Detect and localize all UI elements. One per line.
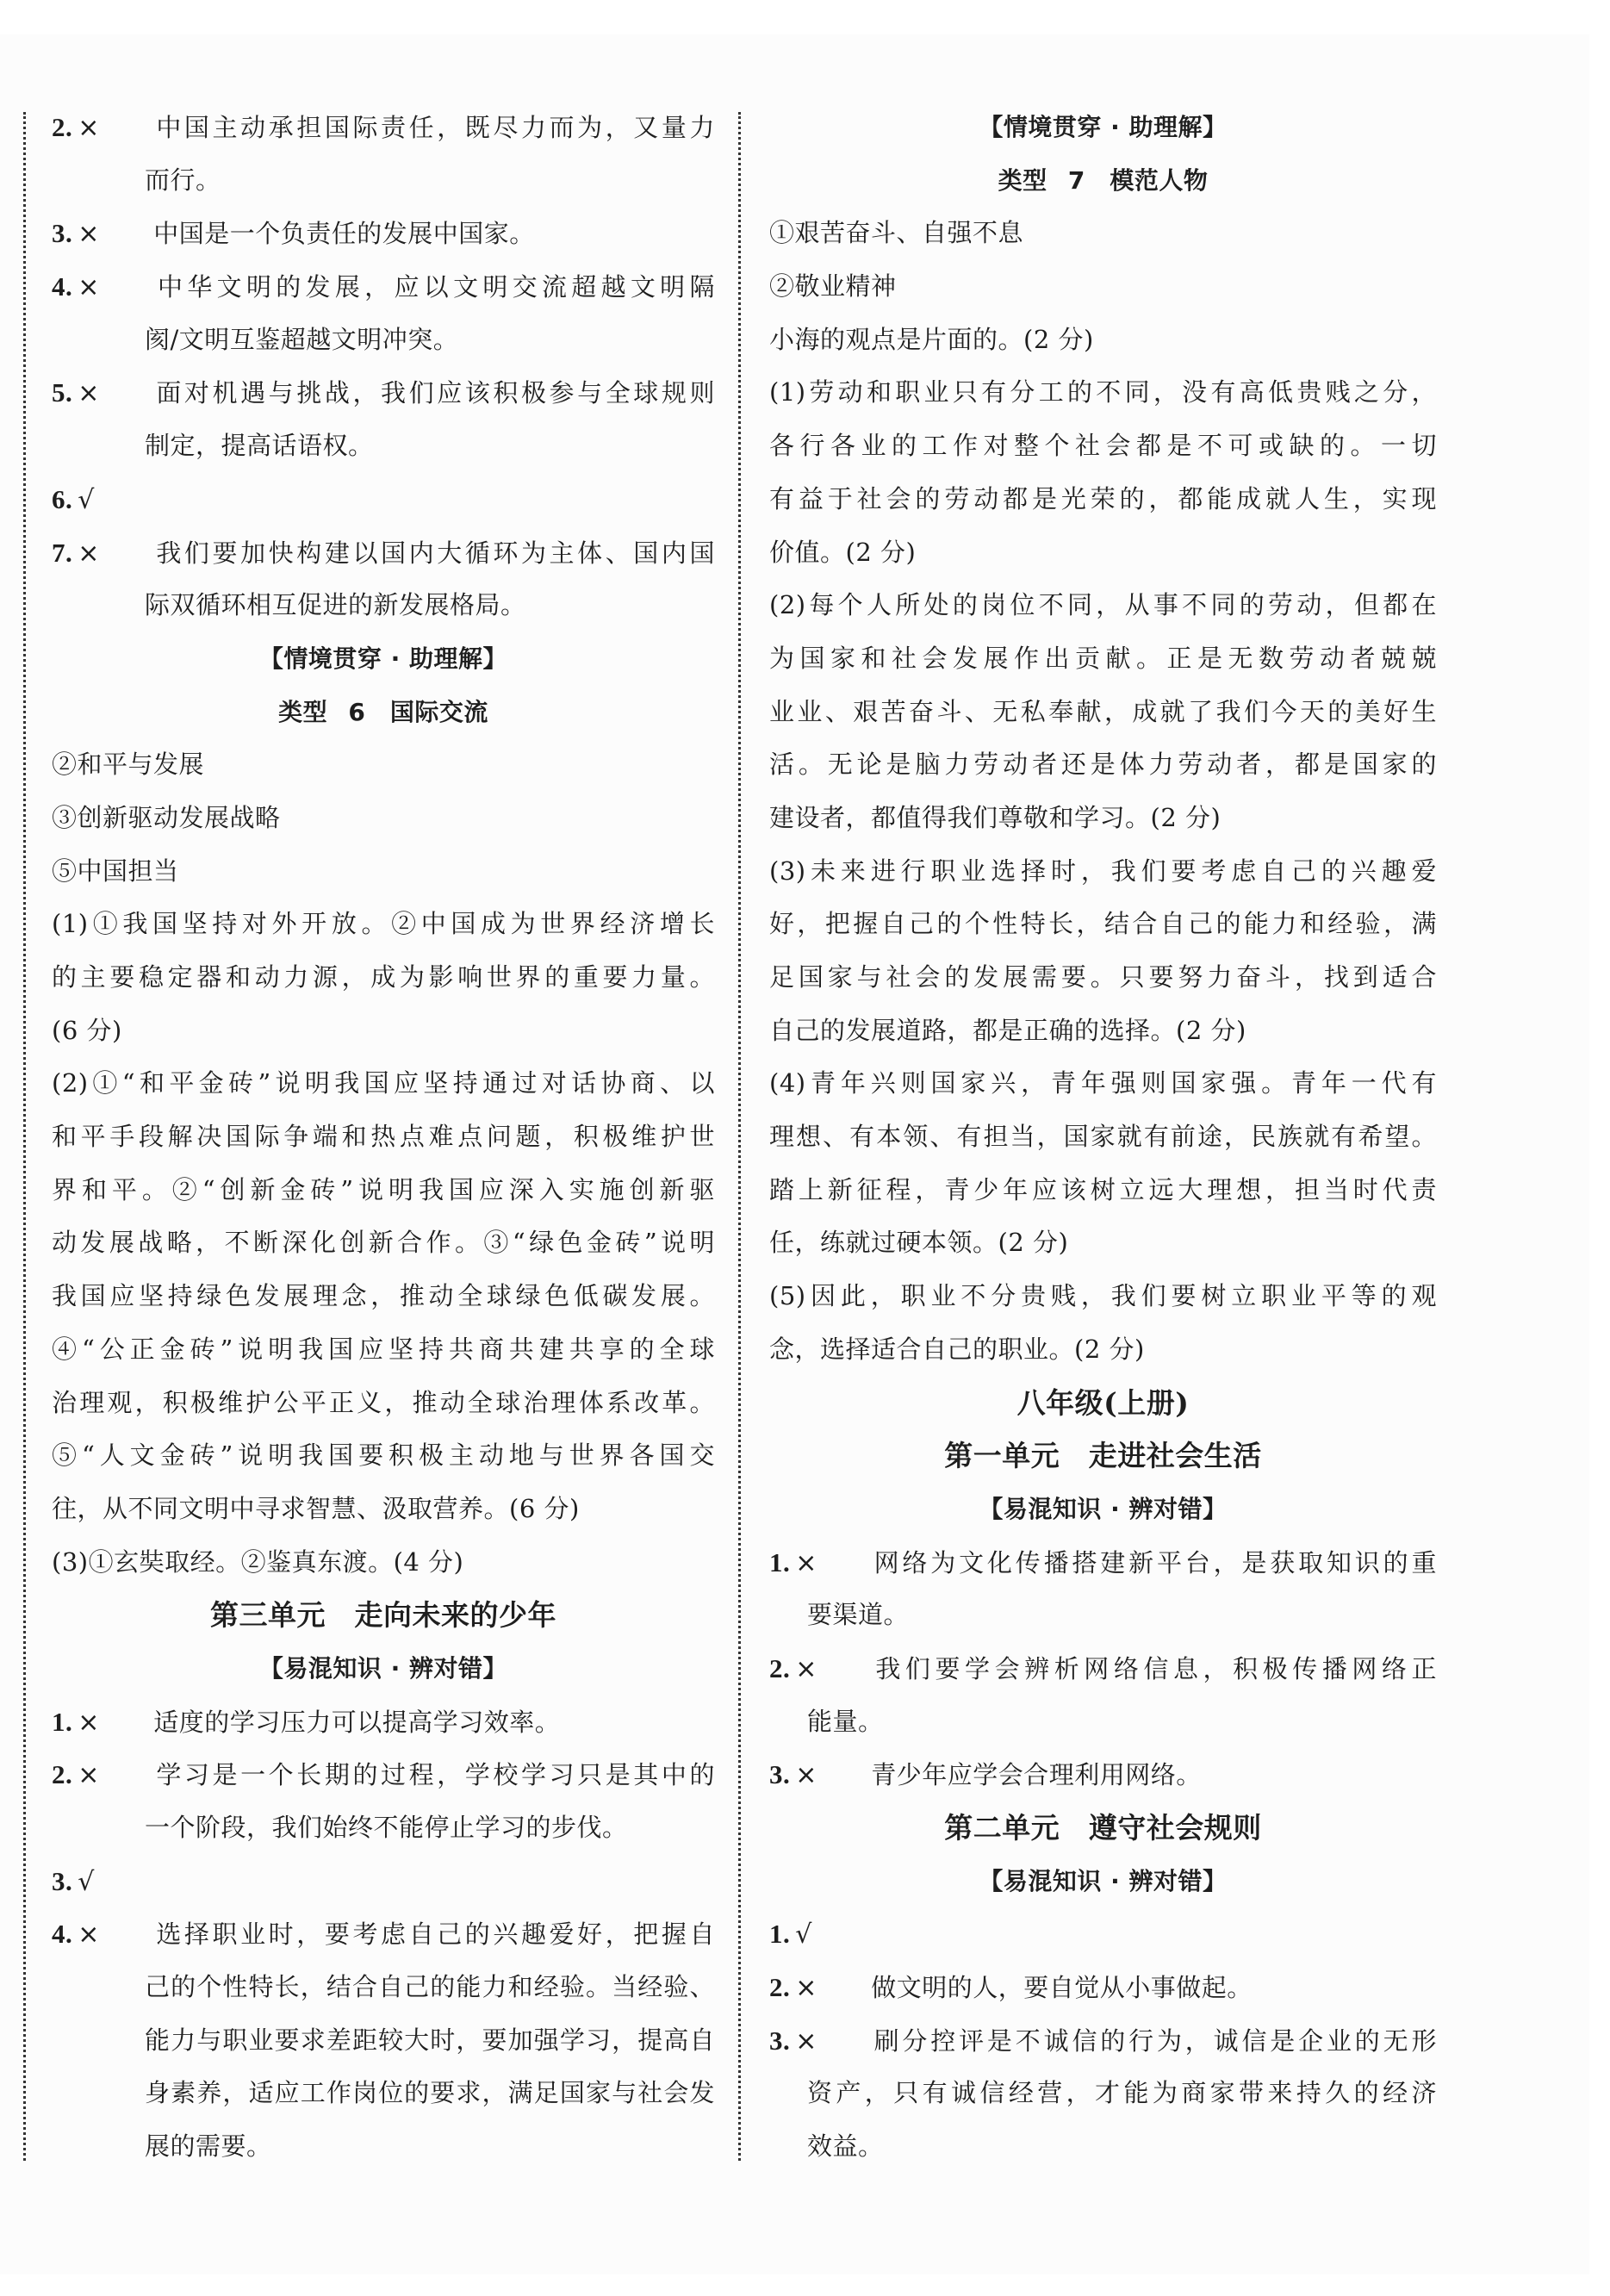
item-number: 1. (769, 1546, 791, 1577)
item-text-continued: 己的个性特长，结合自己的能力和经验。当经验、 (145, 1972, 715, 2002)
list-item (52, 473, 715, 526)
left-column (52, 101, 715, 2174)
answer-line: (5)因此，职业不分贵贱，我们要树立职业平等的观 (769, 1281, 1437, 1311)
answer-line: 为国家和社会发展作出贡献。正是无数劳动者兢兢 (769, 643, 1437, 673)
answer-line: 建设者，都值得我们尊敬和学习。(2 分) (769, 802, 1221, 832)
item-text-continued: 效益。 (807, 2131, 884, 2162)
answer-line: 往，从不同文明中寻求智慧、汲取营养。(6 分) (52, 1493, 580, 1523)
list-item (52, 101, 715, 154)
list-item (769, 1536, 1437, 1590)
cross-mark-icon: × (78, 378, 100, 409)
column-divider-dotted-rule (738, 112, 741, 2161)
item-number: 2. (769, 1972, 791, 2003)
cross-mark-icon: × (795, 2025, 817, 2056)
check-mark-icon: √ (78, 1866, 95, 1897)
section-header-situation: 【情境贯穿 · 助理解】 (979, 113, 1228, 141)
list-item (769, 1961, 1437, 2014)
answer-line: 小海的观点是片面的。(2 分) (769, 324, 1094, 354)
item-text-continued: 阂/文明互鉴超越文明冲突。 (145, 324, 459, 354)
list-item (52, 207, 715, 260)
answer-line: (6 分) (52, 1015, 122, 1045)
keyword-answer: ①艰苦奋斗、自强不息 (769, 218, 1024, 248)
section-header-situation: 【情境贯穿 · 助理解】 (258, 644, 508, 673)
item-number: 6. (52, 483, 73, 514)
answer-line: ⑤“人文金砖”说明我国要积极主动地与世界各国交 (52, 1440, 715, 1471)
answer-line: 足国家与社会的发展需要。只要努力奋斗，找到适合 (769, 962, 1437, 992)
answer-line: (4)青年兴则国家兴，青年强则国家强。青年一代有 (769, 1068, 1437, 1098)
item-text-continued: 而行。 (145, 165, 221, 195)
item-number: 1. (52, 1706, 73, 1737)
item-number: 1. (769, 1919, 791, 1950)
item-text: 中华文明的发展，应以文明交流超越文明隔 (153, 272, 715, 302)
item-number: 3. (769, 1759, 791, 1790)
item-text: 青少年应学会合理利用网络。 (871, 1760, 1202, 1790)
item-text-continued: 能量。 (807, 1706, 884, 1736)
item-text: 网络为文化传播搭建新平台，是获取知识的重 (871, 1547, 1437, 1577)
answer-line: 好，把握自己的个性特长，结合自己的能力和经验，满 (769, 909, 1437, 939)
check-mark-icon: √ (795, 1920, 812, 1951)
answer-line: 价值。(2 分) (769, 537, 917, 567)
item-number: 3. (52, 1865, 73, 1896)
item-text: 中国是一个负责任的发展中国家。 (153, 219, 535, 249)
cross-mark-icon: × (78, 1707, 100, 1738)
list-item (52, 260, 715, 314)
answer-line: 活。无论是脑力劳动者还是体力劳动者，都是国家的 (769, 750, 1437, 780)
answer-line: 自己的发展道路，都是正确的选择。(2 分) (769, 1015, 1246, 1045)
item-number: 3. (769, 2025, 791, 2056)
item-text-continued: 要渠道。 (807, 1600, 910, 1630)
unit-title: 第一单元 走进社会生活 (944, 1439, 1262, 1473)
item-text: 中国主动承担国际责任，既尽力而为，又量力 (153, 113, 715, 142)
answer-line: 治理观，积极维护公平正义，推动全球治理体系改革。 (52, 1387, 715, 1417)
item-text-continued: 能力与职业要求差距较大时，要加强学习，提高自 (145, 2025, 715, 2055)
item-number: 2. (52, 1759, 73, 1790)
item-text: 适度的学习压力可以提高学习效率。 (153, 1707, 561, 1737)
item-text: 刷分控评是不诚信的行为，诚信是企业的无形 (871, 2025, 1437, 2056)
item-text: 我们要加快构建以国内大循环为主体、国内国 (153, 538, 715, 568)
item-number: 3. (52, 218, 73, 249)
cross-mark-icon: × (795, 1973, 817, 2004)
list-item (52, 1855, 715, 1908)
cross-mark-icon: × (78, 113, 100, 143)
answer-line: 有益于社会的劳动都是光荣的，都能成就人生，实现 (769, 483, 1437, 513)
item-text: 做文明的人，要自觉从小事做起。 (871, 1973, 1253, 2003)
list-item (52, 526, 715, 580)
answer-line: 任，练就过硬本领。(2 分) (769, 1228, 1069, 1258)
item-text-continued: 展的需要。 (145, 2131, 272, 2162)
item-number: 7. (52, 537, 73, 568)
cross-mark-icon: × (78, 1920, 100, 1951)
item-number: 4. (52, 271, 73, 302)
item-number: 2. (52, 112, 73, 142)
unit-title: 第三单元 走向未来的少年 (210, 1598, 556, 1633)
answer-line: (3)未来进行职业选择时，我们要考虑自己的兴趣爱 (769, 856, 1437, 886)
cross-mark-icon: × (78, 538, 100, 569)
keyword-answer: ⑤中国担当 (52, 856, 179, 886)
item-text-continued: 际双循环相互促进的新发展格局。 (145, 590, 526, 620)
type-title: 类型 6 国际交流 (278, 697, 488, 726)
list-item (769, 1642, 1437, 1696)
review-items-international (52, 101, 715, 632)
answer-line: 念，选择适合自己的职业。(2 分) (769, 1334, 1145, 1364)
item-text-continued: 资产，只有诚信经营，才能为商家带来持久的经济 (807, 2078, 1437, 2108)
answer-line: 业业、艰苦奋斗、无私奉献，成就了我们今天的美好生 (769, 696, 1437, 726)
item-text-continued: 制定，提高话语权。 (145, 431, 374, 461)
cross-mark-icon: × (795, 1760, 817, 1791)
answer-line: (1)①我国坚持对外开放。②中国成为世界经济增长 (52, 909, 715, 939)
list-item (769, 2014, 1437, 2068)
check-mark-icon: √ (78, 484, 95, 515)
item-text: 我们要学会辨析网络信息，积极传播网络正 (871, 1653, 1437, 1683)
keyword-answer: ③创新驱动发展战略 (52, 802, 281, 832)
list-item (52, 1748, 715, 1801)
item-text-continued: 身素养，适应工作岗位的要求，满足国家与社会发 (145, 2078, 715, 2108)
list-item (769, 1907, 1437, 1961)
item-number: 5. (52, 377, 73, 408)
answer-line: 动发展战略，不断深化创新合作。③“绿色金砖”说明 (52, 1228, 715, 1258)
cross-mark-icon: × (795, 1653, 817, 1684)
answer-line: ④“公正金砖”说明我国应坚持共商共建共享的全球 (52, 1334, 715, 1364)
item-text: 选择职业时，要考虑自己的兴趣爱好，把握自 (153, 1920, 715, 1950)
answer-line: 各行各业的工作对整个社会都是不可或缺的。一切 (769, 431, 1437, 461)
answer-line: (1)劳动和职业只有分工的不同，没有高低贵贱之分， (769, 377, 1437, 408)
item-text: 学习是一个长期的过程，学校学习只是其中的 (153, 1760, 715, 1790)
unit-title: 第二单元 遵守社会规则 (944, 1811, 1262, 1845)
item-text: 面对机遇与挑战，我们应该积极参与全球规则 (153, 378, 715, 408)
left-margin-dotted-rule (23, 112, 26, 2161)
keyword-answer: ②和平与发展 (52, 750, 205, 780)
answer-line: 的主要稳定器和动力源，成为影响世界的重要力量。 (52, 962, 715, 992)
type-title: 类型 7 模范人物 (998, 165, 1209, 195)
answer-line: 和平手段解决国际争端和热点难点问题，积极维护世 (52, 1122, 715, 1152)
grade-title: 八年级(上册) (1016, 1385, 1190, 1420)
answer-line: 理想、有本领、有担当，国家就有前途，民族就有希望。 (769, 1122, 1437, 1152)
answer-line: 我国应坚持绿色发展理念，推动全球绿色低碳发展。 (52, 1281, 715, 1311)
section-header-confusable: 【易混知识 · 辨对错】 (979, 1494, 1228, 1523)
cross-mark-icon: × (78, 1760, 100, 1791)
answer-line: 界和平。②“创新金砖”说明我国应深入实施创新驱 (52, 1174, 715, 1204)
item-number: 2. (769, 1652, 791, 1683)
list-item (769, 1748, 1437, 1801)
item-text-continued: 一个阶段，我们始终不能停止学习的步伐。 (145, 1813, 628, 1842)
answer-line: 踏上新征程，青少年应该树立远大理想，担当时代责 (769, 1174, 1437, 1204)
right-column (769, 101, 1437, 2174)
cross-mark-icon: × (78, 219, 100, 250)
list-item (52, 1696, 715, 1749)
answer-line: (3)①玄奘取经。②鉴真东渡。(4 分) (52, 1546, 464, 1577)
cross-mark-icon: × (795, 1547, 817, 1578)
list-item (52, 1907, 715, 1961)
item-number: 4. (52, 1919, 73, 1950)
cross-mark-icon: × (78, 272, 100, 303)
section-header-confusable: 【易混知识 · 辨对错】 (258, 1653, 508, 1683)
answer-line: (2)①“和平金砖”说明我国应坚持通过对话协商、以 (52, 1068, 715, 1098)
list-item (52, 366, 715, 420)
answer-line: (2)每个人所处的岗位不同，从事不同的劳动，但都在 (769, 590, 1437, 620)
section-header-confusable: 【易混知识 · 辨对错】 (979, 1866, 1228, 1895)
keyword-answer: ②敬业精神 (769, 271, 897, 302)
